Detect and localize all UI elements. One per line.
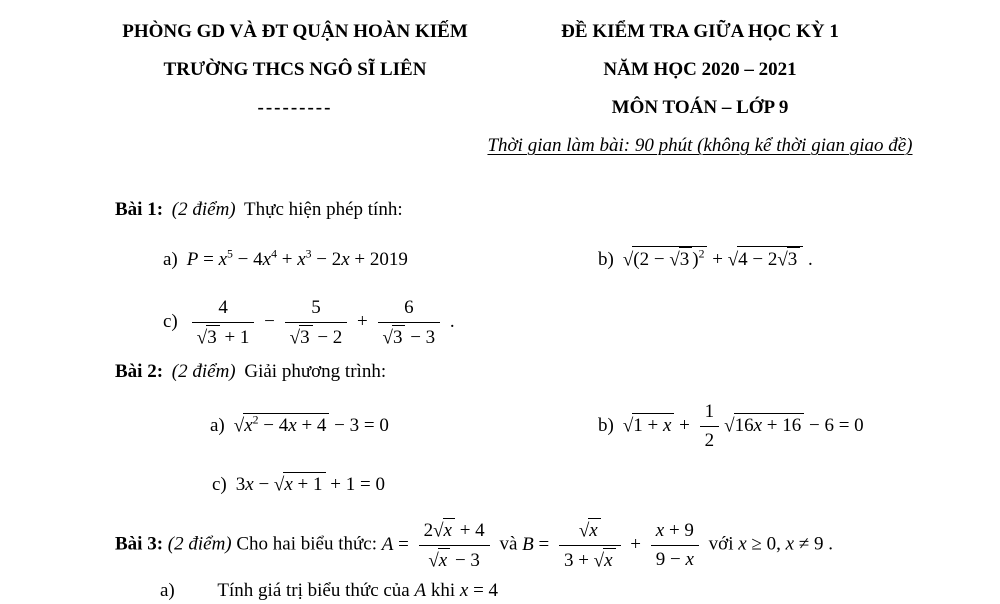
exam-title: ĐỀ KIỂM TRA GIỮA HỌC KỲ 1: [561, 21, 839, 42]
department-name: PHÒNG GD VÀ ĐT QUẬN HOÀN KIẾM: [122, 21, 468, 42]
part-a-label: a): [210, 414, 225, 436]
variable-A: A: [414, 580, 427, 601]
subject-grade: MÔN TOÁN – LỚP 9: [611, 97, 789, 118]
part-c-label: c): [163, 311, 178, 333]
problem-2-heading: [115, 361, 390, 383]
problem-1-points: (2 điểm): [171, 199, 236, 220]
problem-2-prompt: Giải phương trình:: [244, 361, 387, 382]
problem-2-number: Bài 2:: [115, 361, 164, 382]
problem-2-parts-ab: [210, 400, 864, 453]
problem-2-part-a: [210, 413, 598, 438]
problem-3-points: (2 điểm): [167, 533, 232, 555]
sub-a-equation: x = 4: [459, 580, 499, 601]
condition-expression: x ≥ 0, x ≠ 9 .: [738, 533, 833, 555]
problem-1b-expression: √(2 − √3 )$^2$ + √4 − 2√3 .: [622, 247, 813, 271]
problem-1a-expression: $P = x^5 - 4x^4 + x^3 - 2x + 2019$: [186, 247, 408, 270]
exam-header-block: [450, 13, 950, 165]
part-c-label: c): [212, 474, 227, 495]
problem-1-part-b: [598, 246, 813, 272]
problem-1-part-a: [163, 249, 598, 271]
sub-a-text: Tính giá trị biểu thức của: [217, 580, 410, 601]
problem-2-points: (2 điểm): [171, 361, 236, 382]
problem-3-line: [115, 518, 833, 573]
problem-3-sub-a: [160, 580, 498, 602]
school-header-block: [90, 13, 500, 127]
problem-1-number: Bài 1:: [115, 199, 164, 220]
condition-prefix: với: [708, 533, 734, 555]
part-a-label: a): [163, 249, 178, 270]
problem-2-part-c: [212, 472, 385, 497]
problem-3-number: Bài 3:: [115, 533, 164, 555]
problem-2a-expression: $√x^2 - 4x + 4 - 3 = 0$: [233, 413, 389, 437]
school-name: TRƯỜNG THCS NGÔ SĨ LIÊN: [163, 59, 427, 80]
problem-1-heading: [115, 199, 407, 221]
problem-1-parts-ab: [163, 246, 813, 272]
problem-1-part-c: [163, 296, 455, 350]
problem-1c-expression: $\frac{4}{√3 + 1}$ − $\frac{5}{√3 - 2}$ + $\frac{6}{√3 - 3}$ .: [187, 311, 455, 332]
part-b-label: b): [598, 249, 614, 270]
problem-2-part-b: [598, 400, 864, 453]
exam-duration: Thời gian làm bài: 90 phút (không kể thời gian giao đề): [487, 135, 913, 156]
problem-1-prompt: Thực hiện phép tính:: [244, 199, 403, 220]
sub-a-text-mid: khi: [430, 580, 456, 601]
divider-dashes: ---------: [257, 97, 333, 118]
school-year: NĂM HỌC 2020 – 2021: [603, 59, 797, 80]
part-b-label: b): [598, 414, 614, 436]
problem-2c-expression: 3x − √x + 1 + 1 = 0: [235, 474, 385, 496]
connector-word: và: [499, 533, 518, 555]
expression-A: A = $\frac{2√x + 4}{√x - 3}$: [382, 534, 495, 555]
sub-a-label: a): [160, 580, 175, 601]
problem-2b-expression: √1 + x + $\frac{1}{2}$ √16x + 16 − 6 = 0: [622, 401, 864, 451]
problem-3-prompt: Cho hai biểu thức:: [236, 533, 378, 555]
expression-B: B = $\frac{√x}{3 + √x}$ + $\frac{x + 9}{9 - x}$: [522, 534, 704, 555]
